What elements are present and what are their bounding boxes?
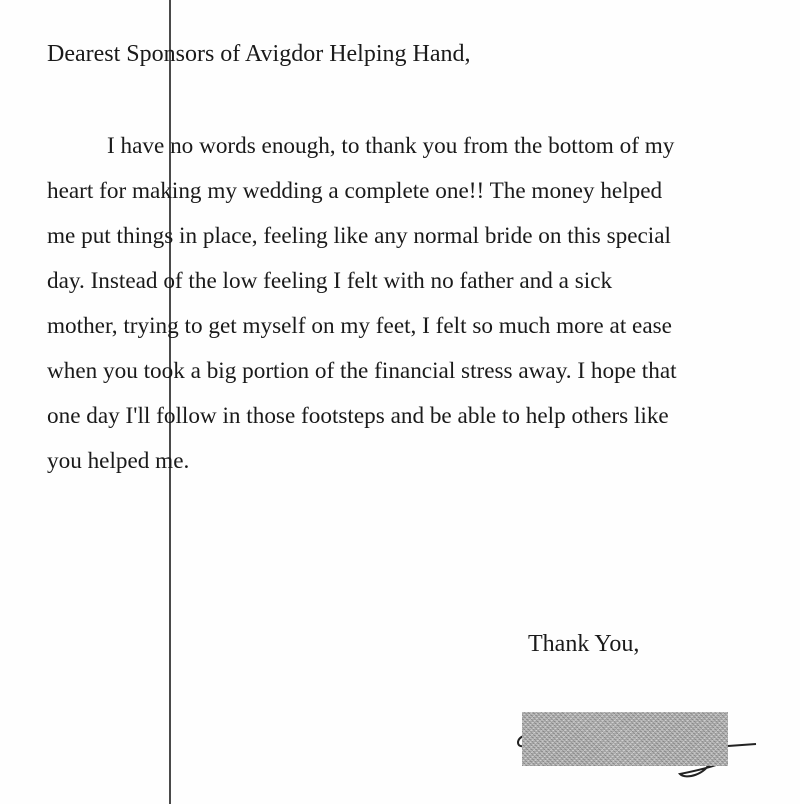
salutation: Dearest Sponsors of Avigdor Helping Hand, (47, 41, 471, 67)
body-line: heart for making my wedding a complete one!! The money helped (47, 178, 663, 204)
redacted-signature (522, 712, 728, 766)
signature-block (510, 700, 760, 790)
letter-body (47, 124, 777, 484)
body-line: you helped me. (47, 448, 190, 474)
body-line: mother, trying to get myself on my feet, I felt so much more at ease (47, 313, 672, 339)
body-line: one day I'll follow in those footsteps and be able to help others like (47, 403, 669, 429)
body-line: when you took a big portion of the financial stress away. I hope that (47, 358, 677, 384)
body-line: I have no words enough, to thank you from the bottom of my (107, 133, 675, 159)
closing: Thank You, (528, 631, 640, 657)
body-line: day. Instead of the low feeling I felt with no father and a sick (47, 268, 613, 294)
body-line: me put things in place, feeling like any normal bride on this special (47, 223, 671, 249)
